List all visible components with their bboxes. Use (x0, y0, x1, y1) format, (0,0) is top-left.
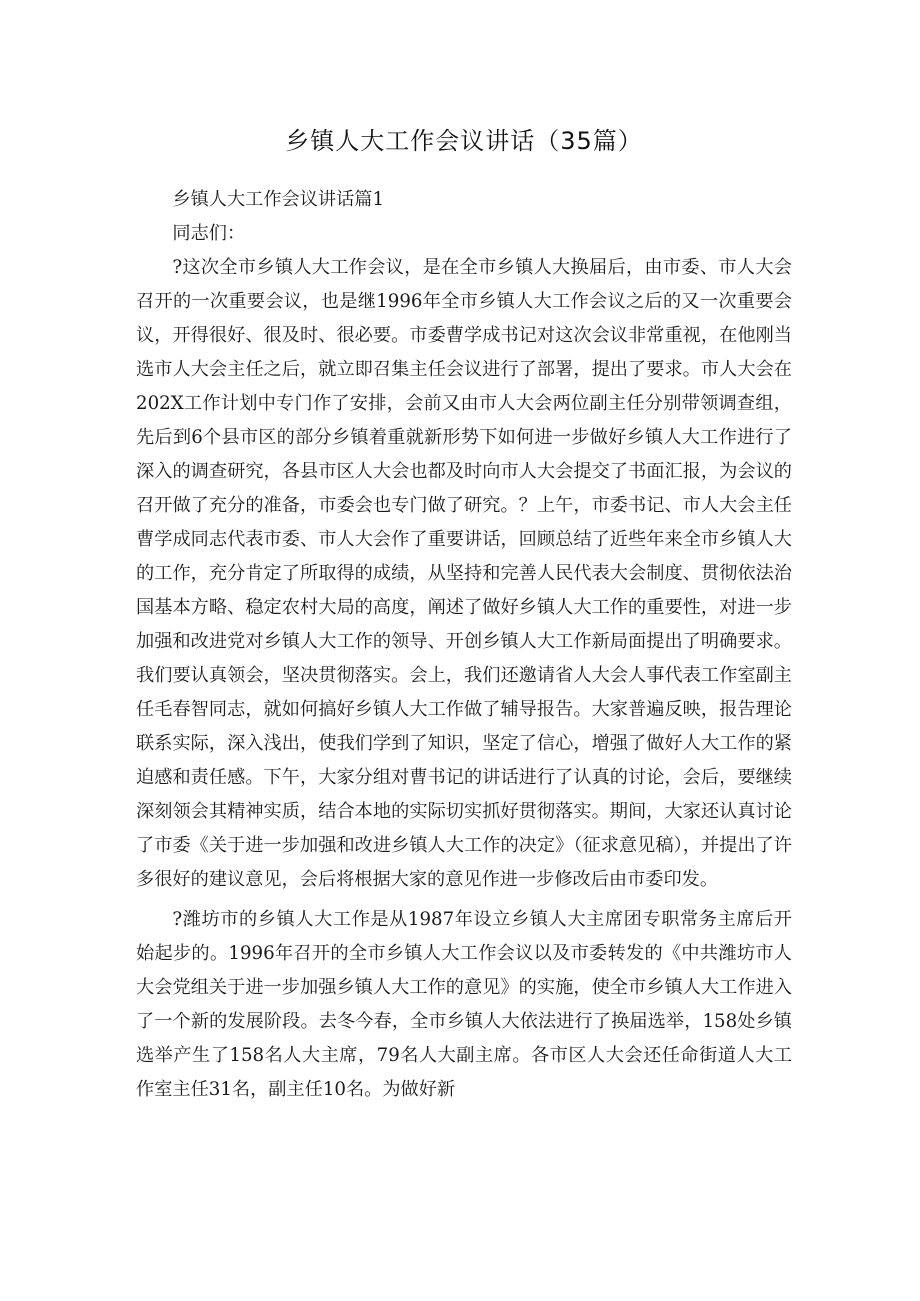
section-heading: 乡镇人大工作会议讲话篇1 (172, 189, 385, 210)
salutation: 同志们： (172, 223, 246, 244)
document-body (136, 183, 792, 1107)
body-paragraph: ?这次全市乡镇人大工作会议，是在全市乡镇人大换届后，由市委、市人大会召开的一次重要会议，也是继1996年全市乡镇人大工作会议之后的又一次重要会议，开得很好、很及时、很必要。市委曹学成书记对这次会议非常重视，在他刚当选市人大会主任之后，就立即召集主任会议进行了部署，提出了要求。市人大会在202X工作计划中专门作了安排，会前又由市人大会两位副主任分别带领调查组，先后到6个县市区的部分乡镇着重就新形势下如何进一步做好乡镇人大工作进行了深入的调查研究，各县市区人大会也都及时向市人大会提交了书面汇报，为会议的召开做了充分的准备，市委会也专门做了研究。？上午，市委书记、市人大会主任曹学成同志代表市委、市人大会作了重要讲话，回顾总结了近些年来全市乡镇人大的工作，充分肯定了所取得的成绩，从坚持和完善人民代表大会制度、贯彻依法治国基本方略、稳定农村大局的高度，阐述了做好乡镇人大工作的重要性，对进一步加强和改进党对乡镇人大工作的领导、开创乡镇人大工作新局面提出了明确要求。我们要认真领会，坚决贯彻落实。会上，我们还邀请省人大会人事代表工作室副主任毛春智同志，就如何搞好乡镇人大工作做了辅导报告。大家普遍反映，报告理论联系实际，深入浅出，使我们学到了知识，坚定了信心，增强了做好人大工作的紧迫感和责任感。下午，大家分组对曹书记的讲话进行了认真的讨论，会后，要继续深刻领会其精神实质，结合本地的实际切实抓好贯彻落实。期间，大家还认真讨论了市委《关于进一步加强和改进乡镇人大工作的决定》（征求意见稿），并提出了许多很好的建议意见，会后将根据大家的意见作进一步修改后由市委印发。 (136, 257, 792, 890)
document-title: 乡镇人大工作会议讲话（35篇） (285, 127, 643, 155)
body-paragraph: ?潍坊市的乡镇人大工作是从1987年设立乡镇人大主席团专职常务主席后开始起步的。1996年召开的全市乡镇人大工作会议以及市委转发的《中共潍坊市人大会党组关于进一步加强乡镇人大工作的意见》的实施，使全市乡镇人大工作进入了一个新的发展阶段。去冬今春，全市乡镇人大依法进行了换届选举，158处乡镇选举产生了158名人大主席，79名人大副主席。各市区人大会还任命街道人大工作室主任31名，副主任10名。为做好新 (136, 909, 792, 1100)
